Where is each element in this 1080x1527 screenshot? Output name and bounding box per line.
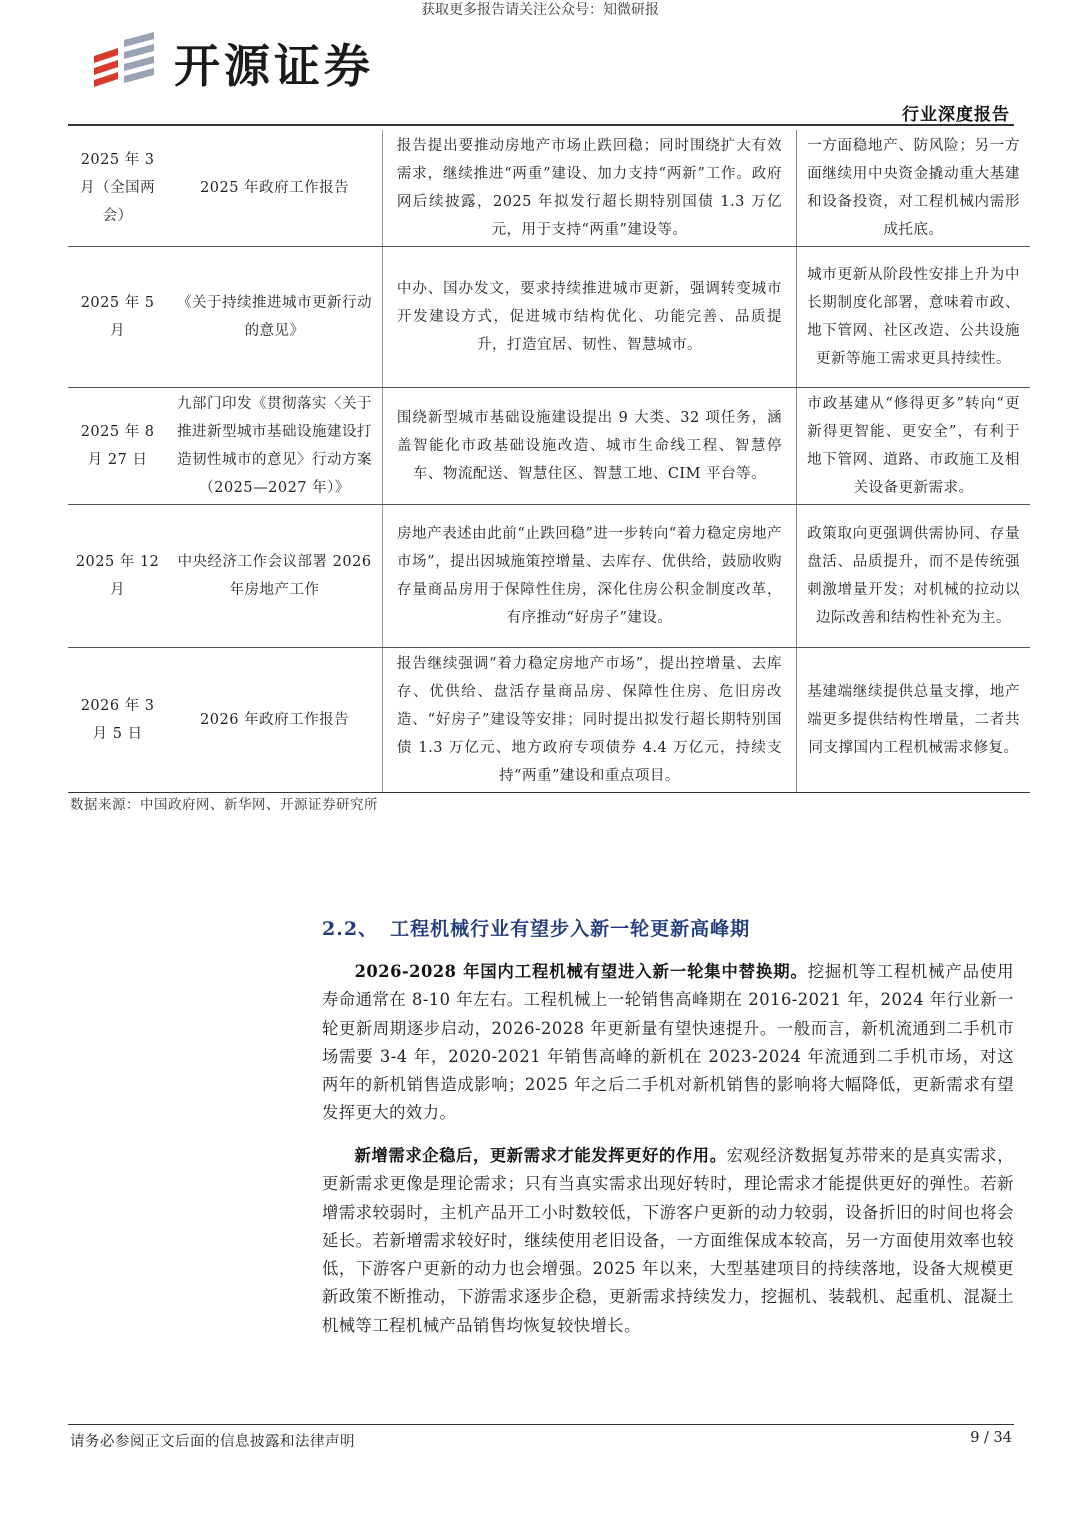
paragraph-lead: 2026-2028 年国内工程机械有望进入新一轮集中替换期。 [354, 962, 808, 981]
section-number: 2.2、 [322, 918, 379, 940]
body-paragraph-1 [322, 958, 1014, 1128]
policy-impact: 城市更新从阶段性安排上升为中长期制度化部署，意味着市政、地下管网、社区改造、公共设施更新等施工需求更具持续性。 [797, 247, 1030, 388]
policy-title: 九部门印发《贯彻落实〈关于推进新型城市基础设施建设打造韧性城市的意见〉行动方案（2025—2027 年）》 [167, 388, 382, 505]
policy-table [68, 130, 1030, 793]
policy-title: 2025 年政府工作报告 [167, 130, 382, 247]
report-type: 行业深度报告 [902, 105, 1010, 125]
kaiyuan-logo-icon [88, 30, 160, 96]
policy-date: 2025 年 5 月 [68, 247, 167, 388]
table-row [68, 247, 1030, 388]
paragraph-body: 宏观经济数据复苏带来的是真实需求，更新需求更像是理论需求；只有当真实需求出现好转时，理论需求才能提供更好的弹性。若新增需求较弱时，主机产品开工小时数较低，下游客户更新的动力较弱，设备折旧的时间也将会延长。若新增需求较好时，继续使用老旧设备，一方面维保成本较高，另一方面使用效率也较低，下游客户更新的动力也会增强。2025 年以来，大型基建项目的持续落地，设备大规模更新政策不断推动，下游需求逐步企稳，更新需求持续发力，挖掘机、装载机、起重机、混凝土机械等工程机械产品销售均恢复较快增长。 [322, 1146, 1014, 1335]
table-row [68, 130, 1030, 247]
policy-date: 2025 年 8 月 27 日 [68, 388, 167, 505]
policy-date: 2025 年 3 月（全国两会） [68, 130, 167, 247]
table-row [68, 648, 1030, 793]
data-source: 数据来源：中国政府网、新华网、开源证券研究所 [70, 797, 378, 813]
policy-title: 《关于持续推进城市更新行动的意见》 [167, 247, 382, 388]
footer-disclaimer: 请务必参阅正文后面的信息披露和法律声明 [70, 1434, 355, 1450]
policy-content: 报告提出要推动房地产市场止跌回稳；同时围绕扩大有效需求，继续推进“两重”建设、加力支持“两新”工作。政府网后续披露，2025 年拟发行超长期特别国债 1.3 万亿元，用于支持“两重”建设等。 [382, 130, 796, 247]
policy-content: 房地产表述由此前“止跌回稳”进一步转向“着力稳定房地产市场”，提出因城施策控增量、去库存、优供给，鼓励收购存量商品房用于保障性住房，深化住房公积金制度改革，有序推动“好房子”建设。 [382, 505, 796, 648]
paragraph-lead: 新增需求企稳后，更新需求才能发挥更好的作用。 [354, 1146, 727, 1165]
policy-title: 2026 年政府工作报告 [167, 648, 382, 793]
policy-content: 报告继续强调“着力稳定房地产市场”，提出控增量、去库存、优供给、盘活存量商品房、保障性住房、危旧房改造、“好房子”建设等安排；同时提出拟发行超长期特别国债 1.3 万亿元、地方政府专项债券 4.4 万亿元，持续支持“两重”建设和重点项目。 [382, 648, 796, 793]
policy-impact: 一方面稳地产、防风险；另一方面继续用中央资金撬动重大基建和设备投资，对工程机械内需形成托底。 [797, 130, 1030, 247]
brand-name: 开源证券 [174, 39, 374, 93]
policy-content: 围绕新型城市基础设施建设提出 9 大类、32 项任务，涵盖智能化市政基础设施改造、城市生命线工程、智慧停车、物流配送、智慧住区、智慧工地、CIM 平台等。 [382, 388, 796, 505]
paragraph-body: 挖掘机等工程机械产品使用寿命通常在 8-10 年左右。工程机械上一轮销售高峰期在 2016-2021 年，2024 年行业新一轮更新周期逐步启动，2026-2028 年更新量有望快速提升。一般而言，新机流通到二手机市场需要 3-4 年，2020-2021 年销售高峰的新机在 2023-2024 年流通到二手机市场，对这两年的新机销售造成影响；2025 年之后二手机对新机销售的影响将大幅降低，更新需求有望发挥更大的效力。 [322, 962, 1014, 1123]
policy-impact: 基建端继续提供总量支撑，地产端更多提供结构性增量，二者共同支撑国内工程机械需求修复。 [797, 648, 1030, 793]
section-heading [322, 914, 750, 941]
policy-title: 中央经济工作会议部署 2026 年房地产工作 [167, 505, 382, 648]
policy-date: 2026 年 3 月 5 日 [68, 648, 167, 793]
header-divider [68, 124, 1014, 126]
top-notice: 获取更多报告请关注公众号：知微研报 [421, 2, 659, 18]
policy-impact: 市政基建从“修得更多”转向“更新得更智能、更安全”，有利于地下管网、道路、市政施工及相关设备更新需求。 [797, 388, 1030, 505]
table-row [68, 505, 1030, 648]
brand-header [88, 30, 374, 96]
policy-date: 2025 年 12 月 [68, 505, 167, 648]
policy-impact: 政策取向更强调供需协同、存量盘活、品质提升，而不是传统强刺激增量开发；对机械的拉动以边际改善和结构性补充为主。 [797, 505, 1030, 648]
policy-content: 中办、国办发文，要求持续推进城市更新，强调转变城市开发建设方式，促进城市结构优化、功能完善、品质提升，打造宜居、韧性、智慧城市。 [382, 247, 796, 388]
page-number: 9 / 34 [970, 1430, 1012, 1446]
body-paragraph-2 [322, 1142, 1014, 1340]
section-title: 工程机械行业有望步入新一轮更新高峰期 [390, 918, 751, 940]
table-row [68, 388, 1030, 505]
footer-divider [68, 1424, 1014, 1425]
